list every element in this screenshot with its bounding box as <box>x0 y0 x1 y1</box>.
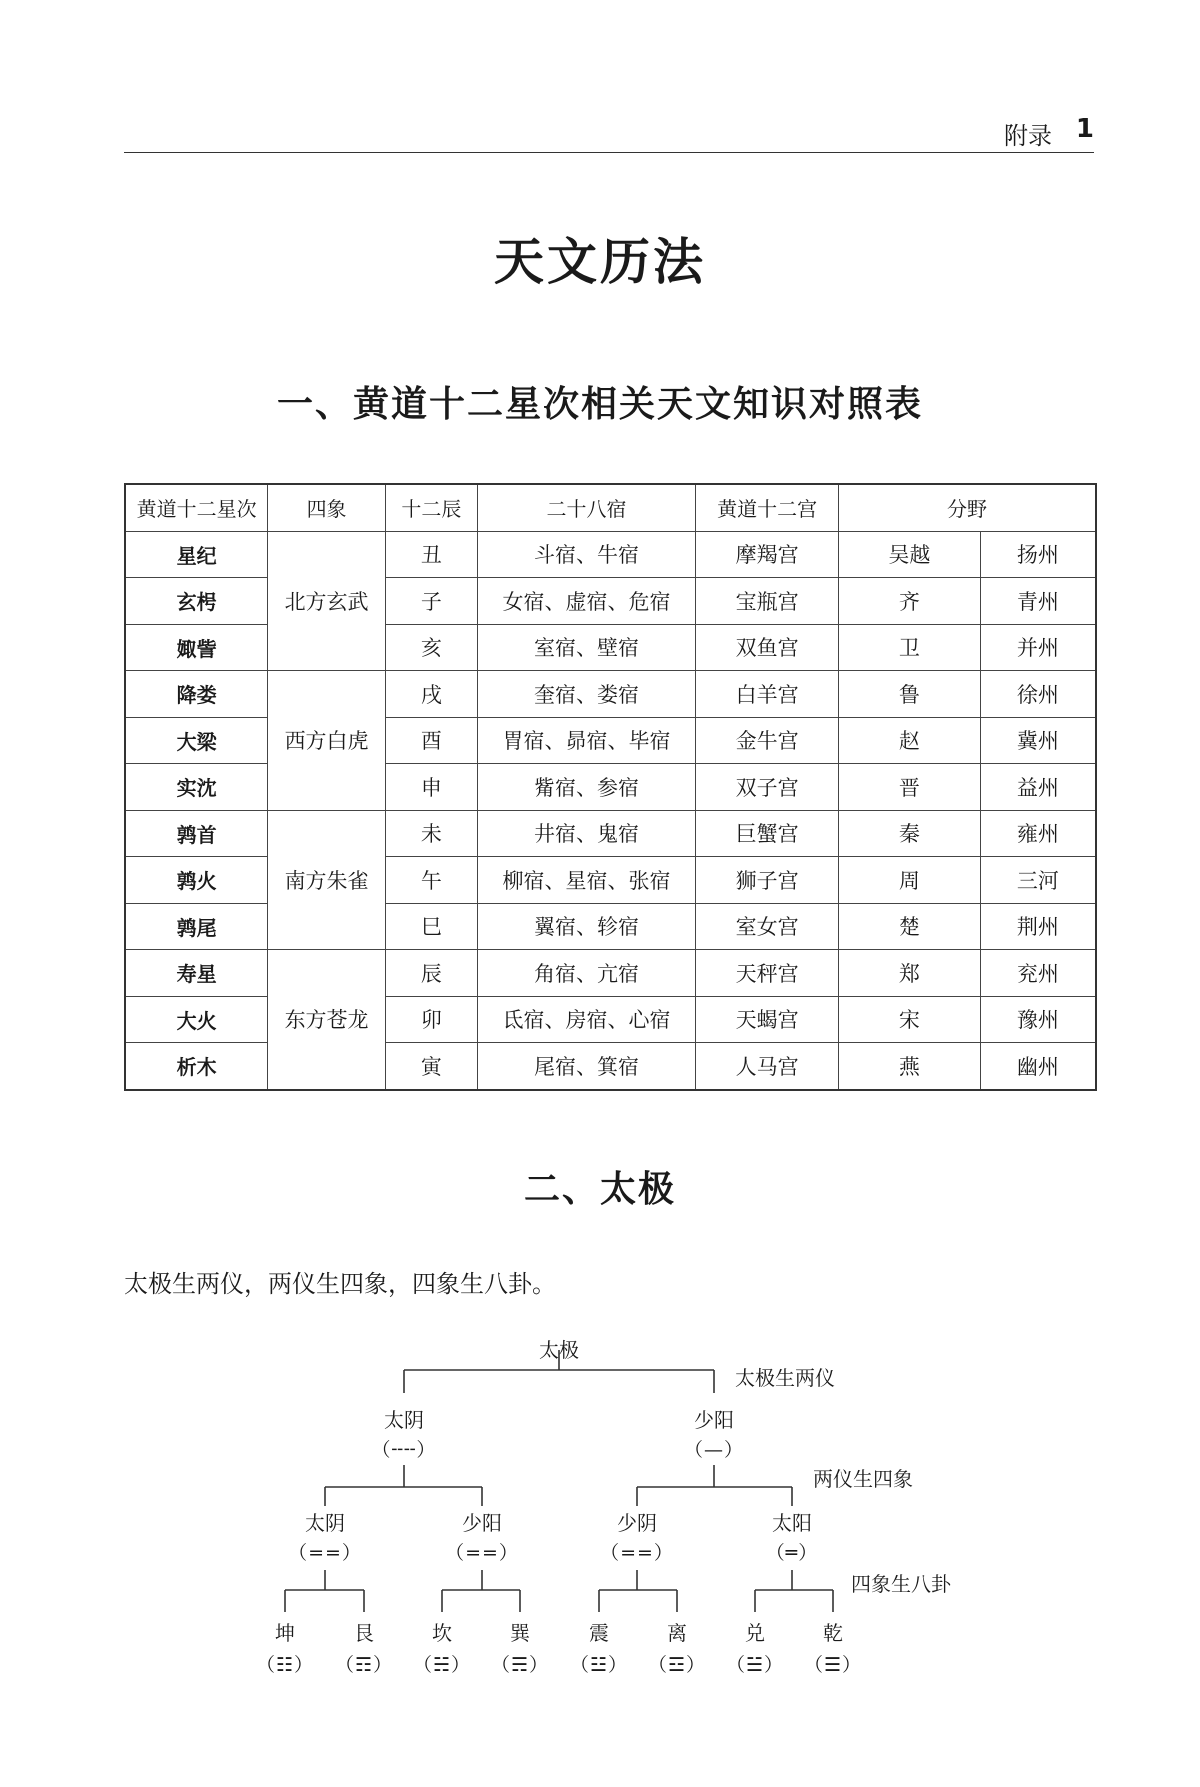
cell-zodiac: 宝瓶宫 <box>696 578 839 625</box>
tree-gua-symbol: （☴） <box>490 1654 550 1676</box>
cell-branch: 辰 <box>385 950 477 997</box>
cell-state: 鲁 <box>838 671 980 718</box>
cell-branch: 申 <box>385 764 477 811</box>
cell-star: 鹑首 <box>125 810 268 857</box>
cell-branch: 戌 <box>385 671 477 718</box>
cell-state: 周 <box>838 857 980 904</box>
col-header-fieldallocation: 分野 <box>838 484 1096 531</box>
cell-lunar-mansion: 柳宿、星宿、张宿 <box>477 857 696 904</box>
cell-branch: 午 <box>385 857 477 904</box>
cell-zodiac: 天秤宫 <box>696 950 839 997</box>
cell-region: 扬州 <box>980 531 1096 578</box>
tree-gua-name: 离 <box>667 1621 687 1645</box>
tree-gua-name: 坤 <box>275 1621 295 1645</box>
tree-gua-symbol: （☱） <box>725 1654 785 1676</box>
tree-gua-name: 坎 <box>432 1621 452 1645</box>
cell-branch: 丑 <box>385 531 477 578</box>
cell-state: 燕 <box>838 1043 980 1090</box>
tree-gua-name: 艮 <box>354 1621 374 1645</box>
col-header-zodiac: 黄道十二宫 <box>696 484 839 531</box>
tree-xiang-symbol: （==） <box>288 1542 362 1564</box>
cell-state: 吴越 <box>838 531 980 578</box>
col-header-star: 黄道十二星次 <box>125 484 268 531</box>
cell-star: 大梁 <box>125 717 268 764</box>
cell-lunar-mansion: 斗宿、牛宿 <box>477 531 696 578</box>
cell-zodiac: 双子宫 <box>696 764 839 811</box>
cell-symbol-group: 西方白虎 <box>268 671 386 811</box>
cell-region: 豫州 <box>980 996 1096 1043</box>
tree-yi-name: 太阴 <box>384 1408 424 1432</box>
tree-yi-symbol: （╌╌） <box>371 1439 437 1461</box>
cell-state: 楚 <box>838 903 980 950</box>
cell-branch: 未 <box>385 810 477 857</box>
cell-symbol-group: 南方朱雀 <box>268 810 386 950</box>
tree-gua-name: 乾 <box>823 1621 843 1645</box>
cell-state: 卫 <box>838 624 980 671</box>
cell-branch: 巳 <box>385 903 477 950</box>
tree-xiang-symbol: （==） <box>600 1542 674 1564</box>
cell-lunar-mansion: 觜宿、参宿 <box>477 764 696 811</box>
cell-lunar-mansion: 胃宿、昴宿、毕宿 <box>477 717 696 764</box>
section-2-title: 二、太极 <box>523 1169 676 1210</box>
tree-root: 太极 <box>539 1338 579 1362</box>
tree-gua-symbol: （☵） <box>412 1654 472 1676</box>
cell-star: 寿星 <box>125 950 268 997</box>
cell-region: 幽州 <box>980 1043 1096 1090</box>
cell-region: 荆州 <box>980 903 1096 950</box>
tree-xiang-name: 少阳 <box>462 1511 502 1535</box>
cell-zodiac: 人马宫 <box>696 1043 839 1090</box>
cell-state: 宋 <box>838 996 980 1043</box>
cell-zodiac: 室女宫 <box>696 903 839 950</box>
section-1-title: 一、黄道十二星次相关天文知识对照表 <box>276 384 923 425</box>
cell-branch: 寅 <box>385 1043 477 1090</box>
cell-state: 秦 <box>838 810 980 857</box>
cell-lunar-mansion: 奎宿、娄宿 <box>477 671 696 718</box>
cell-state: 赵 <box>838 717 980 764</box>
tree-xiang-name: 太阳 <box>772 1511 812 1535</box>
cell-zodiac: 巨蟹宫 <box>696 810 839 857</box>
cell-star: 鹑尾 <box>125 903 268 950</box>
header-page-number: 1 <box>1075 114 1094 144</box>
cell-branch: 卯 <box>385 996 477 1043</box>
cell-star: 实沈 <box>125 764 268 811</box>
col-header-branch: 十二辰 <box>385 484 477 531</box>
cell-star: 玄枵 <box>125 578 268 625</box>
cell-star: 鹑火 <box>125 857 268 904</box>
cell-zodiac: 双鱼宫 <box>696 624 839 671</box>
cell-region: 益州 <box>980 764 1096 811</box>
tree-gua-name: 震 <box>589 1621 609 1645</box>
cell-lunar-mansion: 井宿、鬼宿 <box>477 810 696 857</box>
cell-symbol-group: 东方苍龙 <box>268 950 386 1090</box>
header-section-label: 附录 <box>1004 122 1052 150</box>
cell-region: 兖州 <box>980 950 1096 997</box>
col-header-symbol: 四象 <box>268 484 386 531</box>
tree-yi-name: 少阳 <box>694 1408 734 1432</box>
cell-region: 雍州 <box>980 810 1096 857</box>
cell-branch: 子 <box>385 578 477 625</box>
cell-branch: 亥 <box>385 624 477 671</box>
tree-xiang-name: 太阴 <box>305 1511 345 1535</box>
col-header-lunar-mansion: 二十八宿 <box>477 484 696 531</box>
tree-xiang-symbol: （═） <box>765 1542 819 1564</box>
cell-lunar-mansion: 翼宿、轸宿 <box>477 903 696 950</box>
cell-zodiac: 摩羯宫 <box>696 531 839 578</box>
cell-lunar-mansion: 室宿、壁宿 <box>477 624 696 671</box>
tree-gua-name: 巽 <box>510 1621 530 1645</box>
tree-gua-symbol: （☶） <box>334 1654 394 1676</box>
cell-star: 娵訾 <box>125 624 268 671</box>
cell-zodiac: 天蝎宫 <box>696 996 839 1043</box>
cell-region: 并州 <box>980 624 1096 671</box>
tree-xiang-name: 少阴 <box>617 1511 657 1535</box>
cell-star: 星纪 <box>125 531 268 578</box>
cell-lunar-mansion: 角宿、亢宿 <box>477 950 696 997</box>
cell-star: 析木 <box>125 1043 268 1090</box>
cell-region: 青州 <box>980 578 1096 625</box>
cell-zodiac: 白羊宫 <box>696 671 839 718</box>
cell-star: 降娄 <box>125 671 268 718</box>
cell-lunar-mansion: 氐宿、房宿、心宿 <box>477 996 696 1043</box>
tree-gua-name: 兑 <box>745 1621 765 1645</box>
cell-region: 徐州 <box>980 671 1096 718</box>
tree-xiang-symbol: （==） <box>445 1542 519 1564</box>
cell-lunar-mansion: 尾宿、箕宿 <box>477 1043 696 1090</box>
cell-zodiac: 金牛宫 <box>696 717 839 764</box>
tree-gua-symbol: （☰） <box>803 1654 863 1676</box>
tree-level-label-3: 四象生八卦 <box>851 1572 951 1596</box>
tree-level-label-2: 两仪生四象 <box>813 1467 913 1491</box>
tree-gua-symbol: （☳） <box>569 1654 629 1676</box>
cell-star: 大火 <box>125 996 268 1043</box>
cell-state: 郑 <box>838 950 980 997</box>
cell-zodiac: 狮子宫 <box>696 857 839 904</box>
cell-region: 三河 <box>980 857 1096 904</box>
cell-lunar-mansion: 女宿、虚宿、危宿 <box>477 578 696 625</box>
cell-branch: 酉 <box>385 717 477 764</box>
cell-state: 晋 <box>838 764 980 811</box>
cell-region: 冀州 <box>980 717 1096 764</box>
intro-text: 太极生两仪，两仪生四象，四象生八卦。 <box>124 1270 556 1298</box>
tree-gua-symbol: （☲） <box>647 1654 707 1676</box>
cell-state: 齐 <box>838 578 980 625</box>
tree-yi-symbol: （—） <box>683 1439 745 1461</box>
tree-gua-symbol: （☷） <box>255 1654 315 1676</box>
tree-level-label-1: 太极生两仪 <box>735 1366 835 1390</box>
page-title: 天文历法 <box>494 232 706 291</box>
cell-symbol-group: 北方玄武 <box>268 531 386 671</box>
